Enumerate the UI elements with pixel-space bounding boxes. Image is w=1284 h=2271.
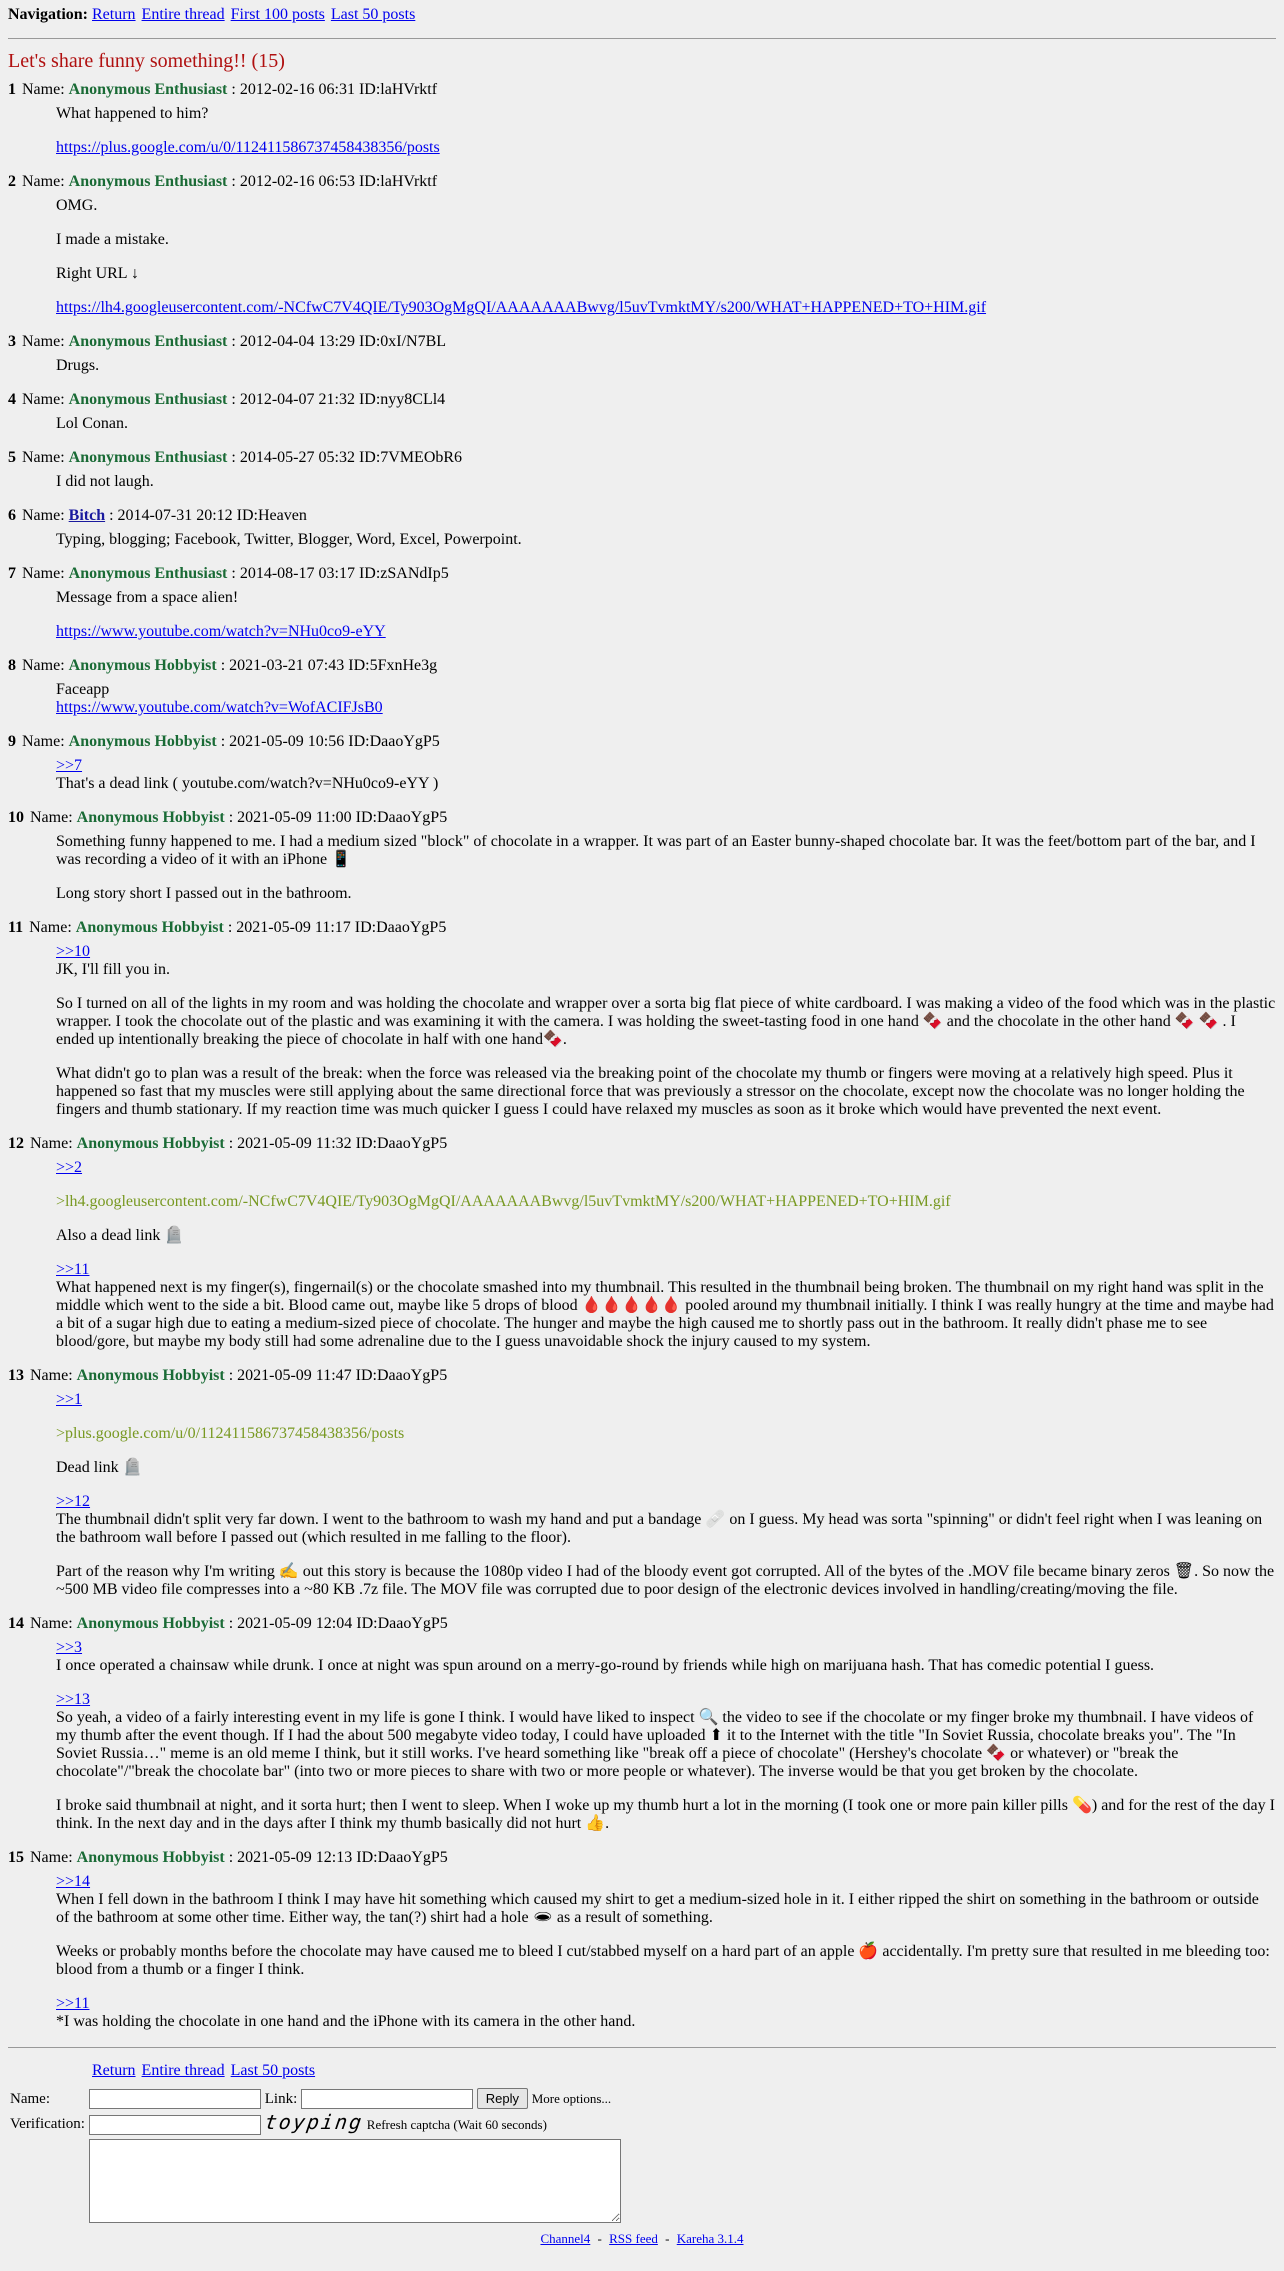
post-meta: : 2021-05-09 12:04 ID:DaaoYgP5 <box>228 1615 448 1632</box>
refresh-captcha-link[interactable]: Refresh captcha (Wait 60 seconds) <box>366 2117 547 2132</box>
post-text: What happened next is my finger(s), fingernail(s) or the chocolate smashed into my thumbnail. This resulted in the thumbnail being broken. The thumbnail on my right hand was split in the middle which went to the side a bit. Blood came out, maybe like 5 drops of blood 🩸🩸🩸🩸🩸 pooled around my thumbnail initially. I think I was really hungry at the time and maybe had a bit of a sugar high due to eating a medium-sized piece of chocolate. The hunger and maybe the high caused me to shortly pass out in the bathroom. It really didn't phase me to see blood/gore, but maybe my body still had some adrenaline due to the I guess unavoidable shock the injury caused to my system. <box>56 1279 1274 1350</box>
post-text: Faceapp <box>56 681 110 698</box>
thread-title: Let's share funny something!! (15) <box>8 50 285 72</box>
post-text: Dead link 🪦 <box>56 1459 143 1476</box>
reply-reference-link[interactable]: >>7 <box>56 757 83 774</box>
post-body <box>56 357 1276 375</box>
post <box>8 733 1276 793</box>
post-header: 8 Name: Anonymous Hobbyist : 2021-03-21 07:43 ID:5FxnHe3g <box>8 657 438 674</box>
post-meta: : 2021-05-09 12:13 ID:DaaoYgP5 <box>228 1849 448 1866</box>
post-text: I did not laugh. <box>56 473 154 490</box>
post-header: 7 Name: Anonymous Enthusiast : 2014-08-17 03:17 ID:zSANdIp5 <box>8 565 449 582</box>
nav-return-link[interactable]: Return <box>92 6 136 23</box>
quoted-text: >lh4.googleusercontent.com/-NCfwC7V4QIE/Ty903OgMgQI/AAAAAAABwvg/l5uvTvmktMY/s200/WHAT+HAPPENED+TO+HIM.gif <box>56 1193 951 1210</box>
link-field[interactable] <box>301 2089 473 2109</box>
post-meta: : 2021-05-09 11:47 ID:DaaoYgP5 <box>228 1367 448 1384</box>
post-number[interactable]: 4 <box>8 391 16 408</box>
post-text: Typing, blogging; Facebook, Twitter, Blogger, Word, Excel, Powerpoint. <box>56 531 522 548</box>
post-text: Long story short I passed out in the bathroom. <box>56 885 352 902</box>
post-number[interactable]: 8 <box>8 657 16 674</box>
post <box>8 1849 1276 2031</box>
post-line <box>56 139 1276 157</box>
post-line <box>56 1391 1276 1409</box>
more-options-link[interactable]: More options... <box>531 2091 612 2106</box>
post-body <box>56 531 1276 549</box>
post-text: Something funny happened to me. I had a medium sized "block" of chocolate in a wrapper. It was part of an Easter bunny-shaped chocolate bar. It was the feet/bottom part of the bar, and I was recording a video of it with an iPhone 📱 <box>56 833 1256 868</box>
post-number[interactable]: 1 <box>8 81 16 98</box>
post-number[interactable]: 13 <box>8 1367 24 1384</box>
post-number[interactable]: 2 <box>8 173 16 190</box>
post-meta: : 2021-03-21 07:43 ID:5FxnHe3g <box>220 657 438 674</box>
poster-name: Anonymous Hobbyist <box>68 657 217 674</box>
post-body <box>56 473 1276 491</box>
post <box>8 565 1276 641</box>
divider <box>8 38 1276 39</box>
post-number[interactable]: 12 <box>8 1135 24 1152</box>
poster-name: Anonymous Enthusiast <box>68 449 228 466</box>
post-header: 10 Name: Anonymous Hobbyist : 2021-05-09 11:00 ID:DaaoYgP5 <box>8 809 448 826</box>
post-text: The thumbnail didn't split very far down. I went to the bathroom to wash my hand and put a bandage 🩹 on I guess. My head was sorta "spinning" or didn't feel right when I was leaning on the bathroom wall before I passed out (which resulted in me falling to the floor). <box>56 1511 1263 1546</box>
reply-reference-link[interactable]: >>1 <box>56 1391 83 1408</box>
post-line <box>56 299 1276 317</box>
post <box>8 507 1276 549</box>
reply-reference-link[interactable]: >>2 <box>56 1159 83 1176</box>
post-line <box>56 699 1276 717</box>
post-header: 11 Name: Anonymous Hobbyist : 2021-05-09 11:17 ID:DaaoYgP5 <box>8 919 447 936</box>
post-text: *I was holding the chocolate in one hand and the iPhone with its camera in the other hand. <box>56 2013 636 2030</box>
footer-return-link[interactable]: Return <box>92 2062 136 2079</box>
reply-reference-link[interactable]: >>13 <box>56 1691 91 1708</box>
post-line <box>56 1261 1276 1279</box>
post-text: What happened to him? <box>56 105 209 122</box>
captcha-image: toyping <box>263 2110 365 2134</box>
post-number[interactable]: 14 <box>8 1615 24 1632</box>
post <box>8 657 1276 717</box>
post-text: Part of the reason why I'm writing ✍ out this story is because the 1080p video I had of the bloody event got corrupted. All of the bytes of the .MOV file became binary zeros 🗑. So now the ~500 MB video file compresses into a ~80 KB .7z file. The MOV file was corrupted due to poor design of the electronic devices involved in handling/creating/moving the file. <box>56 1563 1275 1598</box>
reply-reference-link[interactable]: >>14 <box>56 1873 91 1890</box>
post-meta: : 2012-02-16 06:53 ID:laHVrktf <box>231 173 438 190</box>
separator: - <box>665 2230 670 2246</box>
post-text: So I turned on all of the lights in my room and was holding the chocolate and wrapper over a sorta big flat piece of white cardboard. I was making a video of the food which was in the plastic wrapper. I took the chocolate out of the plastic and was examining it with the camera. I was holding the sweet-tasting food in one hand 🍫 and the chocolate in the other hand 🍫 🍫 . I ended up intentionally breaking the piece of chocolate in half with one hand🍫. <box>56 995 1276 1048</box>
post-text: I broke said thumbnail at night, and it sorta hurt; then I went to sleep. When I woke up my thumb hurt a lot in the morning (I took one or more pain killer pills 💊) and for the rest of the day I think. In the next day and in the days after I think my thumb basically did not hurt 👍. <box>56 1797 1275 1832</box>
post-text: So yeah, a video of a fairly interesting event in my life is gone I think. I would have liked to inspect 🔍 the video to see if the chocolate or my finger broke my thumbnail. I have videos of my thumb after the event though. If I had the about 500 megabyte video today, I could have uploaded ⬆ it to the Internet with the title "In Soviet Russia, chocolate breaks you". The "In Soviet Russia…" meme is an old meme I think, but it still works. I've heard something like "break off a piece of chocolate" (Hershey's chocolate 🍫 or whatever) or "break the chocolate"/"break the chocolate bar" (into two or more pieces to share with two or more people or whatever). The inverse would be that you get broken by the chocolate. <box>56 1709 1254 1780</box>
rss-feed-link[interactable]: RSS feed <box>609 2230 658 2246</box>
poster-name <box>69 507 105 524</box>
post-meta: : 2014-07-31 20:12 ID:Heaven <box>109 507 307 524</box>
post-text: I once operated a chainsaw while drunk. I once at night was spun around on a merry-go-round by friends while high on marijuana hash. That has comedic potential I guess. <box>56 1657 1155 1674</box>
nav-entire-thread-link[interactable]: Entire thread <box>141 6 225 23</box>
nav-first-100-link[interactable]: First 100 posts <box>230 6 325 23</box>
post-number[interactable]: 10 <box>8 809 24 826</box>
post-header: 1 Name: Anonymous Enthusiast : 2012-02-16 06:31 ID:laHVrktf <box>8 81 438 98</box>
post <box>8 1615 1276 1833</box>
bottom-links <box>8 2230 1276 2248</box>
poster-name: Anonymous Enthusiast <box>68 333 228 350</box>
post-line <box>56 943 1276 961</box>
post-body <box>56 681 1276 717</box>
reply-button[interactable]: Reply <box>477 2088 528 2109</box>
post-body <box>56 1391 1276 1599</box>
reply-reference-link[interactable]: >>10 <box>56 943 91 960</box>
post-number[interactable]: 3 <box>8 333 16 350</box>
post-header: 9 Name: Anonymous Hobbyist : 2021-05-09 10:56 ID:DaaoYgP5 <box>8 733 440 750</box>
post-text: Message from a space alien! <box>56 589 239 606</box>
post-meta: : 2012-02-16 06:31 ID:laHVrktf <box>231 81 438 98</box>
message-textarea[interactable] <box>89 2139 621 2223</box>
poster-name: Anonymous Hobbyist <box>75 919 224 936</box>
post-link[interactable]: https://www.youtube.com/watch?v=NHu0co9-eYY <box>56 623 386 640</box>
post-line <box>56 757 1276 775</box>
post-line <box>56 1691 1276 1709</box>
poster-name: Anonymous Enthusiast <box>68 391 228 408</box>
post-meta: : 2012-04-07 21:32 ID:nyy8CLl4 <box>231 391 446 408</box>
verification-field[interactable] <box>89 2115 261 2135</box>
poster-name: Anonymous Hobbyist <box>76 809 225 826</box>
kareha-link[interactable]: Kareha 3.1.4 <box>676 2230 744 2246</box>
post-body <box>56 943 1276 1119</box>
separator: - <box>597 2230 602 2246</box>
post-header: 13 Name: Anonymous Hobbyist : 2021-05-09 11:47 ID:DaaoYgP5 <box>8 1367 448 1384</box>
post-line <box>56 1873 1276 1891</box>
post-line <box>56 1493 1276 1511</box>
poster-name-link[interactable]: Bitch <box>68 507 106 524</box>
navigation-label: Navigation: <box>8 6 88 23</box>
post-header: 3 Name: Anonymous Enthusiast : 2012-04-04 13:29 ID:0xI/N7BL <box>8 333 447 350</box>
post-line <box>56 1159 1276 1177</box>
poster-name: Anonymous Hobbyist <box>76 1135 225 1152</box>
post-line <box>56 1639 1276 1657</box>
post-text: Right URL ↓ <box>56 265 139 282</box>
post-link[interactable]: https://www.youtube.com/watch?v=WofACIFJsB0 <box>56 699 383 716</box>
footer-entire-thread-link[interactable]: Entire thread <box>141 2062 225 2079</box>
reply-reference-link[interactable]: >>3 <box>56 1639 83 1656</box>
post-number[interactable]: 7 <box>8 565 16 582</box>
poster-name: Anonymous Hobbyist <box>76 1849 225 1866</box>
post-number[interactable]: 15 <box>8 1849 24 1866</box>
post-meta: : 2014-05-27 05:32 ID:7VMEObR6 <box>231 449 463 466</box>
post-line <box>56 1995 1276 2013</box>
post-text: Weeks or probably months before the chocolate may have caused me to bleed I cut/stabbed myself on a hard part of an apple 🍎 accidentally. I'm pretty sure that resulted in me bleeding too: blood from a thumb or a finger I think. <box>56 1943 1270 1978</box>
post-header: 15 Name: Anonymous Hobbyist : 2021-05-09 12:13 ID:DaaoYgP5 <box>8 1849 448 1866</box>
post-meta: : 2021-05-09 11:17 ID:DaaoYgP5 <box>227 919 447 936</box>
post-meta: : 2012-04-04 13:29 ID:0xI/N7BL <box>231 333 447 350</box>
post-body <box>56 1639 1276 1833</box>
post-number[interactable]: 5 <box>8 449 16 466</box>
post-number[interactable]: 6 <box>8 507 16 524</box>
reply-reference-link[interactable]: >>11 <box>56 1995 90 2012</box>
post-meta: : 2021-05-09 10:56 ID:DaaoYgP5 <box>220 733 440 750</box>
post-body <box>56 757 1276 793</box>
post <box>8 1367 1276 1599</box>
channel4-link[interactable]: Channel4 <box>540 2230 591 2246</box>
reply-reference-link[interactable]: >>12 <box>56 1493 91 1510</box>
post-text: I made a mistake. <box>56 231 169 248</box>
poster-name: Anonymous Enthusiast <box>68 81 228 98</box>
post-body <box>56 833 1276 903</box>
post-meta: : 2021-05-09 11:00 ID:DaaoYgP5 <box>228 809 448 826</box>
poster-name: Anonymous Hobbyist <box>76 1367 225 1384</box>
poster-name: Anonymous Hobbyist <box>68 733 217 750</box>
post-body <box>56 105 1276 157</box>
post-line <box>56 623 1276 641</box>
post-number[interactable]: 11 <box>8 919 24 936</box>
post-meta: : 2021-05-09 11:32 ID:DaaoYgP5 <box>228 1135 448 1152</box>
post-text: That's a dead link ( youtube.com/watch?v=NHu0co9-eYY ) <box>56 775 439 792</box>
post-text: Lol Conan. <box>56 415 128 432</box>
post-meta: : 2014-08-17 03:17 ID:zSANdIp5 <box>231 565 449 582</box>
post-header: 14 Name: Anonymous Hobbyist : 2021-05-09 12:04 ID:DaaoYgP5 <box>8 1615 448 1632</box>
post <box>8 173 1276 317</box>
post-text: What didn't go to plan was a result of the break: when the force was released via the breaking point of the chocolate my thumb or fingers were moving at a relatively high speed. Plus it happened so fast that my muscles were still applying about the same directional force that was previously a stressor on the chocolate, except now the chocolate was no longer holding the fingers and thumb stationary. If my reaction time was much quicker I guess I could have relaxed my muscles as soon as it broke which would have prevented the next event. <box>56 1065 1245 1118</box>
post-header: 5 Name: Anonymous Enthusiast : 2014-05-27 05:32 ID:7VMEObR6 <box>8 449 463 466</box>
name-field[interactable] <box>89 2089 261 2109</box>
nav-last-50-link[interactable]: Last 50 posts <box>330 6 416 23</box>
post-header: 4 Name: Anonymous Enthusiast : 2012-04-07 21:32 ID:nyy8CLl4 <box>8 391 446 408</box>
post-text: JK, I'll fill you in. <box>56 961 170 978</box>
post-body <box>56 197 1276 317</box>
post <box>8 333 1276 375</box>
post-body <box>56 589 1276 641</box>
post <box>8 391 1276 433</box>
post <box>8 1135 1276 1351</box>
link-label: Link: <box>264 2091 298 2107</box>
quoted-text: >plus.google.com/u/0/112411586737458438356/posts <box>56 1425 405 1442</box>
post <box>8 81 1276 157</box>
post-body <box>56 1159 1276 1351</box>
post-body <box>56 1873 1276 2031</box>
footer-navigation <box>92 2062 1276 2080</box>
post <box>8 809 1276 903</box>
post-number[interactable]: 9 <box>8 733 16 750</box>
post <box>8 919 1276 1119</box>
name-label: Name: <box>10 2090 50 2107</box>
reply-form <box>8 2086 623 2230</box>
post <box>8 449 1276 491</box>
post-header: 12 Name: Anonymous Hobbyist : 2021-05-09 11:32 ID:DaaoYgP5 <box>8 1135 448 1152</box>
reply-reference-link[interactable]: >>11 <box>56 1261 90 1278</box>
post-text: OMG. <box>56 197 98 214</box>
post-list <box>8 81 1276 2031</box>
post-text: Drugs. <box>56 357 100 374</box>
post-text: Also a dead link 🪦 <box>56 1227 185 1244</box>
verification-label: Verification: <box>10 2115 85 2132</box>
post-link[interactable]: https://plus.google.com/u/0/112411586737458438356/posts <box>56 139 440 156</box>
divider <box>8 2047 1276 2048</box>
navigation-bar <box>8 6 1276 24</box>
post-body <box>56 415 1276 433</box>
footer-last-50-link[interactable]: Last 50 posts <box>230 2062 316 2079</box>
poster-name: Anonymous Enthusiast <box>68 565 228 582</box>
post-header: 2 Name: Anonymous Enthusiast : 2012-02-16 06:53 ID:laHVrktf <box>8 173 438 190</box>
post-text: When I fell down in the bathroom I think I may have hit something which caused my shirt to get a medium-sized hole in it. I either ripped the shirt on something in the bathroom or outside of the bathroom at some other time. Either way, the tan(?) shirt had a hole 🕳 as a result of something. <box>56 1891 1259 1926</box>
post-link[interactable]: https://lh4.googleusercontent.com/-NCfwC7V4QIE/Ty903OgMgQI/AAAAAAABwvg/l5uvTvmktMY/s200/WHAT+HAPPENED+TO+HIM.gif <box>56 299 987 316</box>
poster-name: Anonymous Enthusiast <box>68 173 228 190</box>
poster-name: Anonymous Hobbyist <box>76 1615 225 1632</box>
post-header: 6 Name: Bitch : 2014-07-31 20:12 ID:Heaven <box>8 507 307 524</box>
